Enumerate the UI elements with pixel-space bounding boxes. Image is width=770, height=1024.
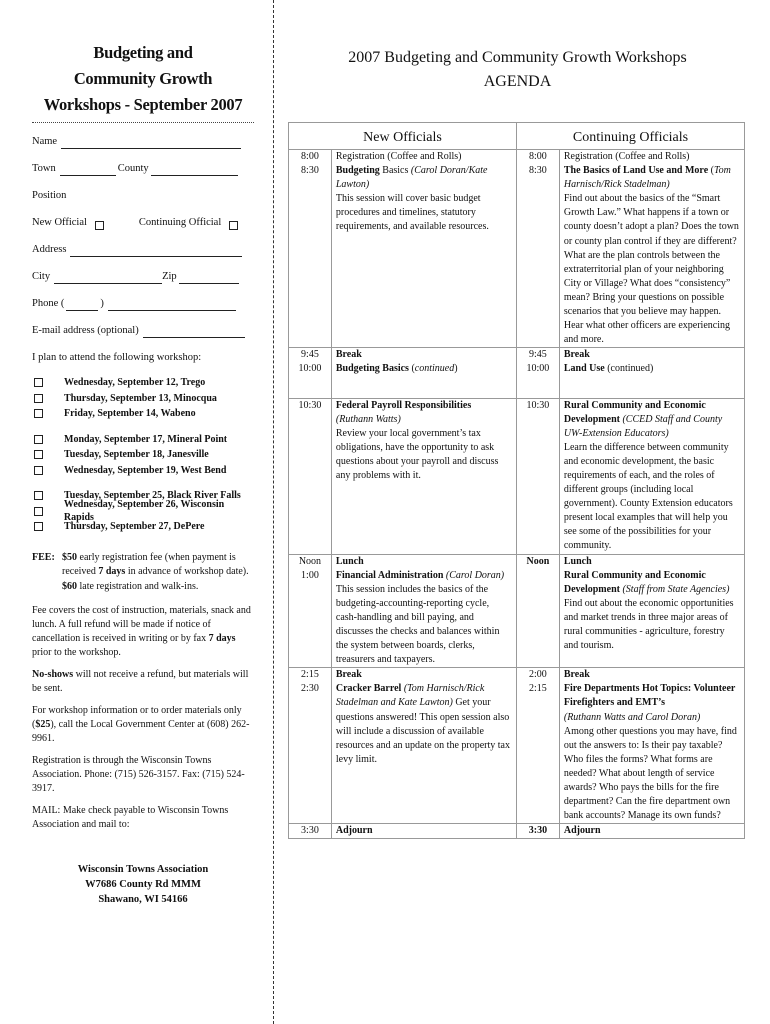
workshop-option[interactable]	[32, 432, 254, 448]
info-paragraph	[32, 704, 254, 746]
name-label: Name	[32, 136, 58, 148]
fee-text-part: late registration and walk-ins.	[77, 580, 199, 592]
workshop-group	[32, 488, 254, 535]
session-cell: Adjourn	[559, 824, 744, 839]
agenda-row	[289, 150, 745, 348]
fee-text	[62, 551, 254, 595]
position-label: Position	[32, 190, 67, 202]
title-line: Budgeting and	[93, 43, 193, 62]
fee-coverage-paragraph	[32, 604, 254, 660]
cover-days: 7 days	[208, 633, 236, 644]
agenda-row	[289, 398, 745, 554]
fee-text-part: early registration fee (when payment is received	[62, 551, 236, 577]
new-officials-header: New Officials	[289, 123, 517, 150]
time-cell: 9:45 10:00	[289, 348, 332, 398]
workshop-option[interactable]	[32, 447, 254, 463]
address-line: Wisconsin Towns Association	[77, 864, 209, 875]
session-cell: Break Land Use (continued)	[559, 348, 744, 398]
info-text: For workshop information or to order materials only (	[32, 705, 242, 730]
agenda-row	[289, 348, 745, 398]
address-field[interactable]	[70, 245, 242, 257]
workshop-checkbox[interactable]	[34, 522, 43, 531]
workshop-label: Monday, September 17, Mineral Point	[64, 433, 228, 445]
workshop-label: Friday, September 14, Wabeno	[64, 408, 196, 420]
workshop-checkbox[interactable]	[34, 450, 43, 459]
agenda-table	[288, 122, 745, 839]
workshop-label: Tuesday, September 18, Janesville	[64, 449, 209, 461]
workshop-option[interactable]	[32, 406, 254, 422]
mailing-address	[32, 862, 254, 907]
continuing-officials-header: Continuing Officials	[516, 123, 744, 150]
workshop-checkbox[interactable]	[34, 409, 43, 418]
session-cell: Lunch Financial Administration (Carol Doran) This session includes the basics of the budgeting-accounting-reporting cycle, cash-handling and bill paying, and discusses the checks and balances within the system between boards, clerks, treasurers and taxpayers.	[331, 554, 516, 668]
no-shows-text: will not receive a refund, but materials will be sent.	[32, 669, 249, 694]
workshop-checkbox[interactable]	[34, 466, 43, 475]
phone-paren: )	[100, 298, 104, 310]
workshop-group	[32, 375, 254, 422]
fee-text-part: in advance of workshop date).	[125, 566, 249, 577]
phone-row	[32, 284, 254, 311]
town-field[interactable]	[60, 164, 116, 176]
town-label: Town	[32, 163, 56, 175]
cover-text: prior to the workshop.	[32, 647, 121, 658]
workshop-label: Thursday, September 27, DePere	[64, 521, 205, 533]
address-label: Address	[32, 244, 67, 256]
time-cell: 2:00 2:15	[516, 668, 559, 824]
zip-field[interactable]	[179, 272, 239, 284]
workshop-label: Wednesday, September 26, Wisconsin Rapids	[63, 499, 225, 524]
phone-field[interactable]	[108, 299, 236, 311]
workshop-option[interactable]	[32, 375, 254, 391]
address-line: W7686 County Rd MMM	[85, 879, 201, 890]
session-cell: Rural Community and Economic Development (CCED Staff and County UW-Extension Educators) Learn the difference between community and economic development, the basic requirements of each, and the roles of different groups (including local government). County Extension educators present local examples that will help you see some of the possibilities for your community.	[559, 398, 744, 554]
cover-text: Fee covers the cost of instruction, materials, snack and lunch. A full refund will be made if notice of cancellation is received in writing or by fax	[32, 605, 251, 644]
time-cell: 10:30	[516, 398, 559, 554]
info-text: ), call the Local Government Center at (608) 262-9961.	[32, 719, 250, 744]
email-label: E-mail address (optional)	[32, 325, 139, 337]
time-cell: 10:30	[289, 398, 332, 554]
town-county-row	[32, 149, 254, 176]
new-official-checkbox[interactable]	[95, 221, 104, 230]
workshop-option[interactable]	[32, 391, 254, 407]
dotted-divider	[32, 122, 254, 123]
agenda-row	[289, 668, 745, 824]
session-cell: Break Budgeting Basics (continued)	[331, 348, 516, 398]
time-cell: 3:30	[516, 824, 559, 839]
session-cell: Break Fire Departments Hot Topics: Volunteer Firefighters and EMT’s (Ruthann Watts and Carol Doran) Among other questions you may have, find out the answers to: Is their pay taxable? Who files the forms? What forms are needed? What about length of service awards? Who pays the bills for the fire department? Can the fire department own bank accounts? Manage its own funds?	[559, 668, 744, 824]
no-shows-label: No-shows	[32, 669, 74, 680]
city-zip-row	[32, 257, 254, 284]
fee-block	[32, 551, 254, 595]
registration-title	[32, 40, 254, 118]
workshop-checkbox[interactable]	[34, 491, 43, 500]
city-label: City	[32, 271, 51, 283]
address-line: Shawano, WI 54166	[98, 894, 188, 905]
name-row	[32, 133, 254, 149]
county-field[interactable]	[151, 164, 238, 176]
official-type-row	[32, 203, 254, 230]
time-cell: Noon 1:00	[289, 554, 332, 668]
attend-label: I plan to attend the following workshop:	[32, 352, 202, 364]
workshop-label: Tuesday, September 25, Black River Falls	[64, 490, 241, 502]
session-cell: Registration (Coffee and Rolls) Budgeting Basics (Carol Doran/Kate Lawton) This session will cover basic budget procedures and timelines, statutory requirements, and available resources.	[331, 150, 516, 348]
time-cell: 9:45 10:00	[516, 348, 559, 398]
cut-line	[273, 0, 274, 1024]
workshop-checkbox[interactable]	[34, 378, 43, 387]
new-official-label: New Official	[32, 217, 87, 229]
fee-days: 7 days	[98, 566, 126, 577]
agenda-title: 2007 Budgeting and Community Growth Workshops	[348, 49, 687, 66]
session-cell: Adjourn	[331, 824, 516, 839]
workshop-checkbox[interactable]	[34, 507, 43, 516]
workshop-label: Wednesday, September 12, Trego	[64, 377, 206, 389]
info-price: $25	[35, 719, 51, 730]
agenda-subtitle: AGENDA	[483, 73, 552, 90]
continuing-official-label: Continuing Official	[138, 217, 222, 229]
workshop-group	[32, 432, 254, 479]
fee-label: FEE:	[32, 551, 55, 563]
mail-paragraph: MAIL: Make check payable to Wisconsin Towns Association and mail to:	[32, 805, 229, 830]
workshop-checkbox[interactable]	[34, 394, 43, 403]
no-shows-paragraph	[32, 668, 254, 696]
zip-label: Zip	[162, 271, 177, 283]
email-field[interactable]	[143, 326, 245, 338]
title-line: Community Growth	[73, 69, 213, 88]
workshop-label: Wednesday, September 19, West Bend	[64, 464, 227, 476]
agenda-row	[289, 554, 745, 668]
city-field[interactable]	[54, 272, 162, 284]
session-cell: Registration (Coffee and Rolls) The Basics of Land Use and More (Tom Harnisch/Rick Stadelman) Find out about the basics of the “Smart Growth Law.” What happens if a town or county doesn’t adopt a plan? Does the town or county plan control if they are different? What are the plan controls between the extraterritorial plan of your neighboring City or Village? What does “consistency” mean? Bring your questions on possible scenarios that you believe may happen. Hear what other officers are experiencing and more.	[559, 150, 744, 348]
session-cell: Lunch Rural Community and Economic Development (Staff from State Agencies) Find out about the economic opportunities and market trends in three major areas of rural communities - agriculture, forestry and tourism.	[559, 554, 744, 668]
name-field[interactable]	[61, 137, 241, 149]
attend-row	[32, 338, 254, 365]
time-cell: Noon	[516, 554, 559, 668]
session-cell: Federal Payroll Responsibilities (Ruthann Watts) Review your local government’s tax obligations, have the opportunity to ask questions about your payroll and discuss any problems with it.	[331, 398, 516, 554]
session-cell: Break Cracker Barrel (Tom Harnisch/Rick Stadelman and Kate Lawton) Get your questions answered! This open session also will include a discussion of available resources and an update on the property tax levy limit.	[331, 668, 516, 824]
email-row	[32, 311, 254, 338]
continuing-official-checkbox[interactable]	[229, 221, 238, 230]
title-line: Workshops - September 2007	[43, 95, 243, 114]
time-cell: 2:15 2:30	[289, 668, 332, 824]
county-label: County	[117, 163, 149, 175]
agenda-row	[289, 824, 745, 839]
time-cell: 8:00 8:30	[516, 150, 559, 348]
agenda-heading	[290, 46, 745, 94]
fee-amount: $60	[62, 580, 77, 592]
phone-label: Phone (	[32, 298, 65, 310]
workshop-checkbox[interactable]	[34, 435, 43, 444]
address-row	[32, 230, 254, 257]
area-code-field[interactable]	[66, 299, 98, 311]
time-cell: 3:30	[289, 824, 332, 839]
position-row	[32, 176, 254, 203]
registration-paragraph: Registration is through the Wisconsin Towns Association. Phone: (715) 526-3157. Fax: (715) 524-3917.	[32, 755, 245, 794]
registration-panel	[32, 40, 254, 907]
workshop-option[interactable]	[32, 463, 254, 479]
fee-amount: $50	[62, 551, 77, 563]
time-cell: 8:00 8:30	[289, 150, 332, 348]
workshop-label: Thursday, September 13, Minocqua	[64, 392, 217, 404]
agenda-header-row	[289, 123, 745, 150]
workshop-option[interactable]	[32, 499, 254, 524]
